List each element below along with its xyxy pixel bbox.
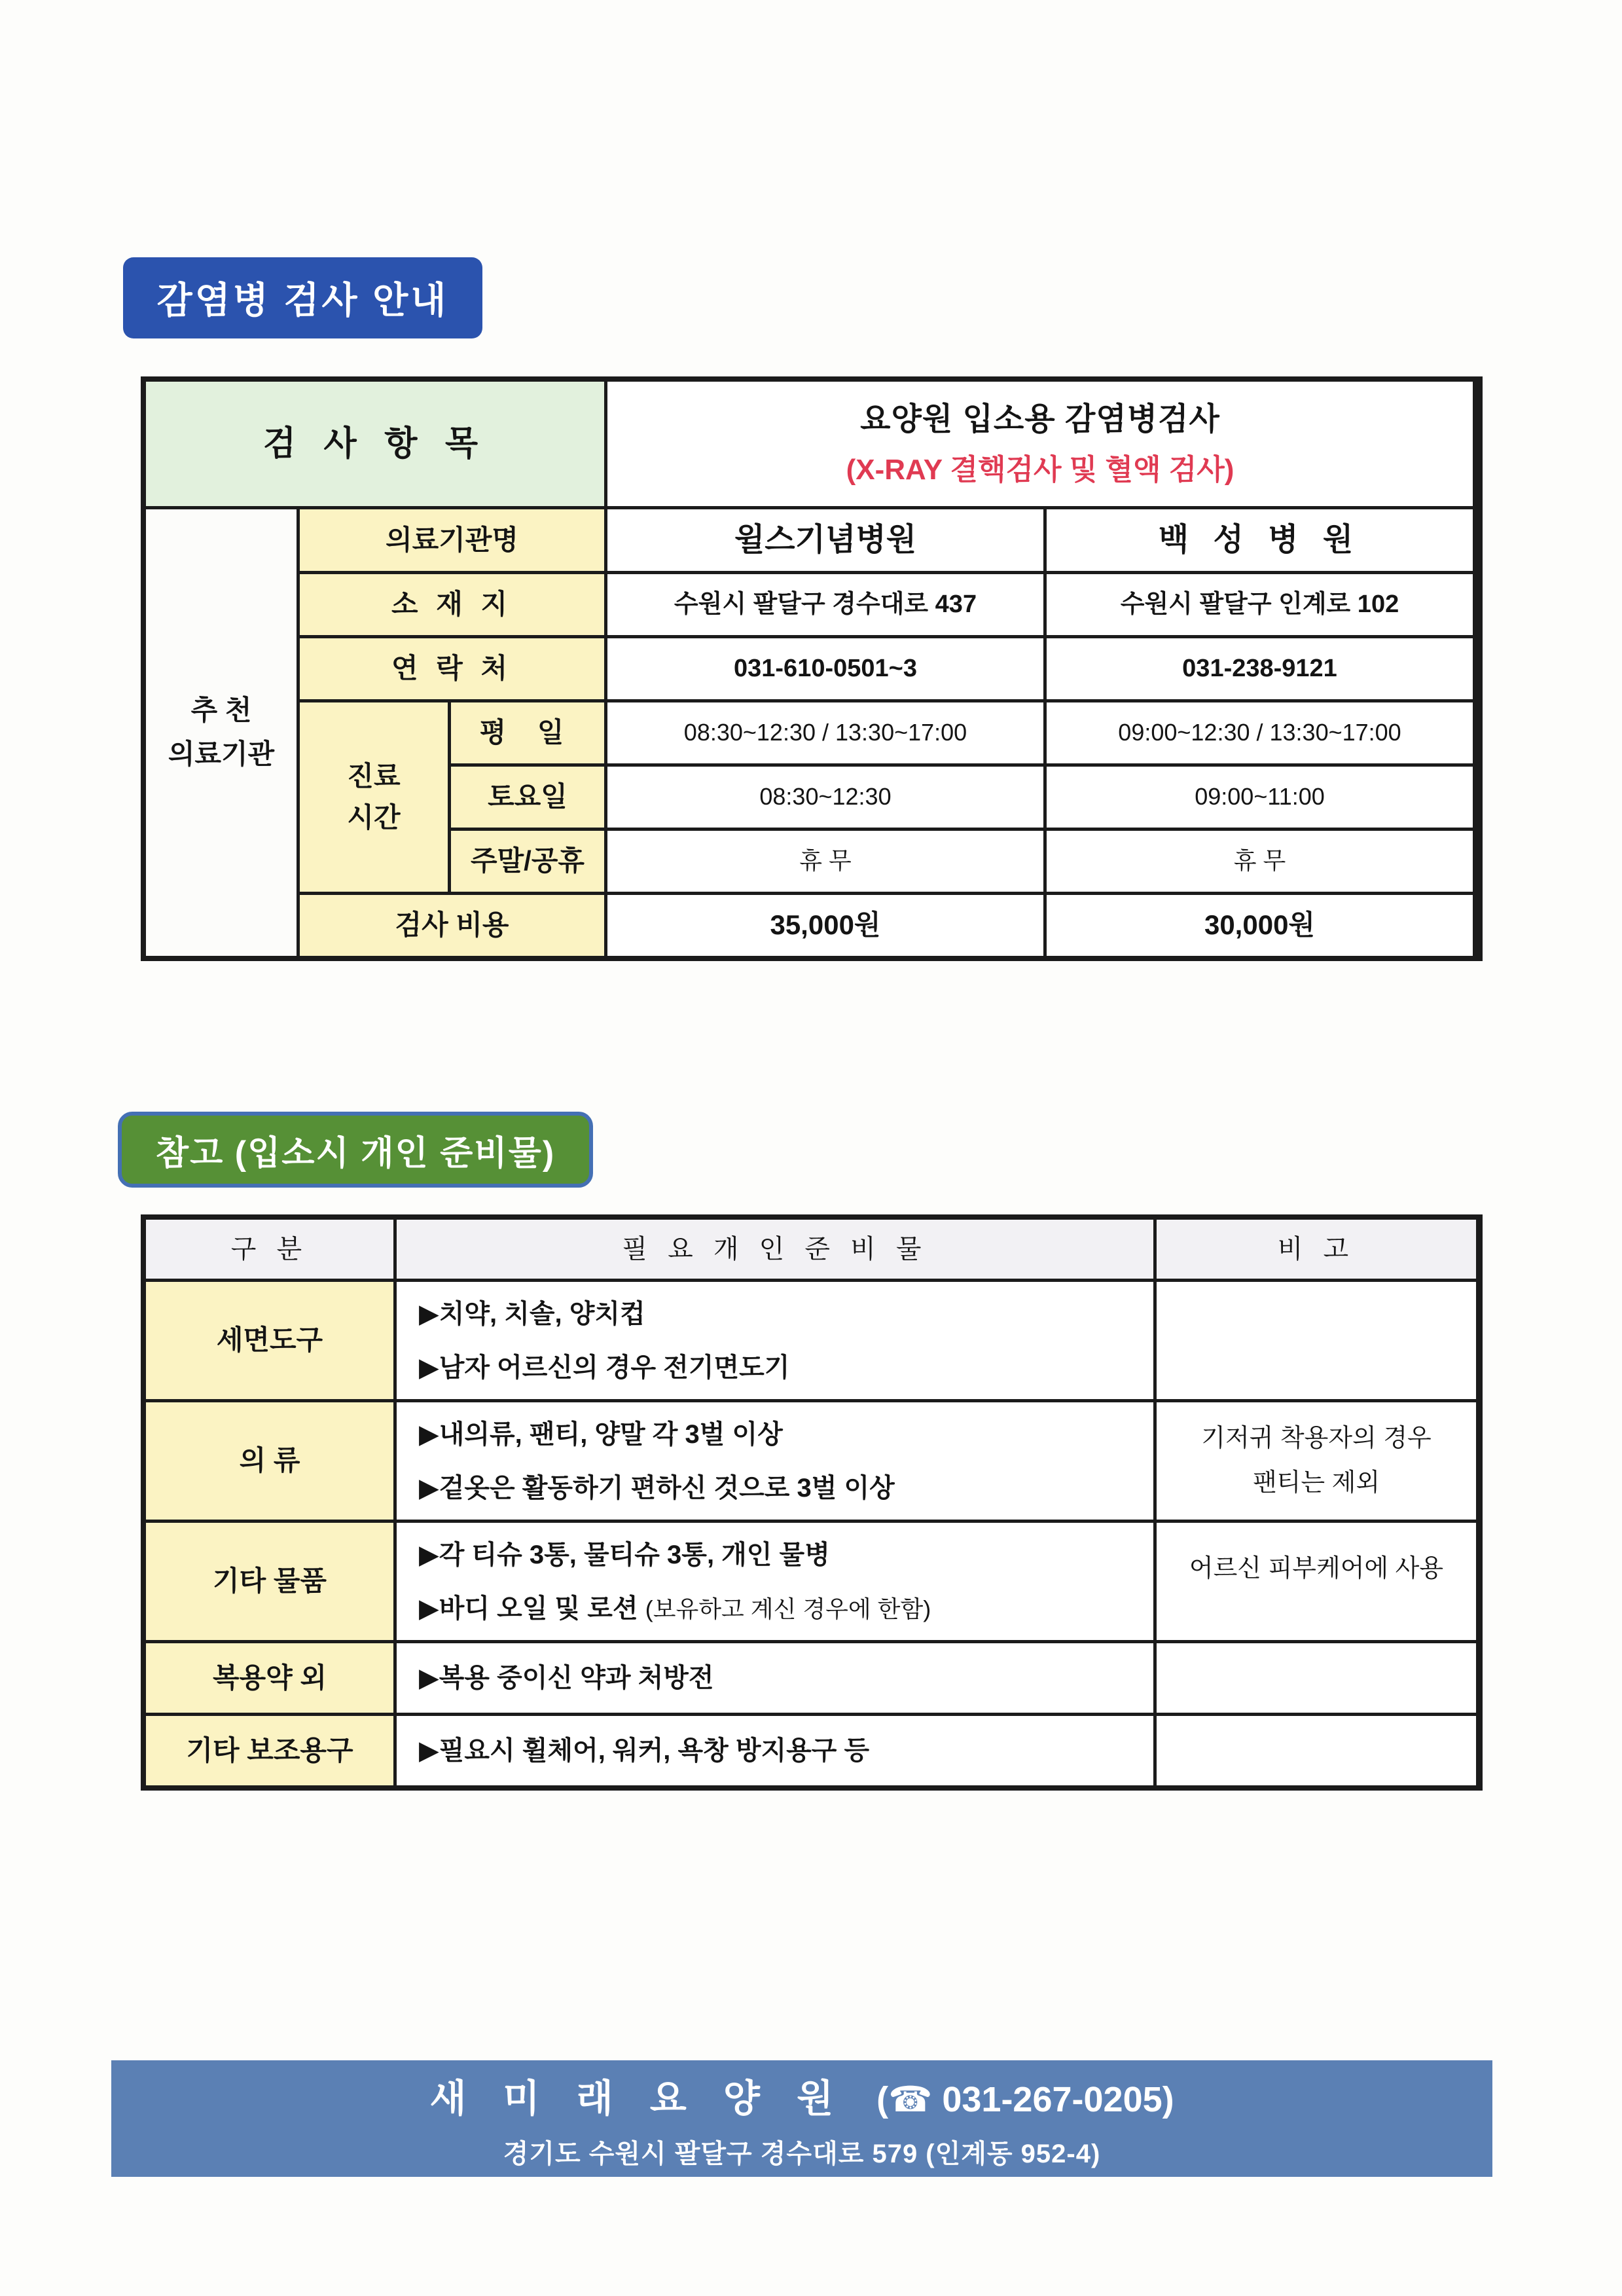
prep-item: ▶남자 어르신의 경우 전기면도기 (419, 1353, 790, 1382)
prep-item: ▶치약, 치솔, 양치컵 (419, 1299, 645, 1328)
fee-label: 검사 비용 (300, 895, 604, 956)
hospital1-saturday-hours: 08:30~12:30 (607, 767, 1043, 828)
prep-row-items (397, 1643, 1153, 1713)
hospital2-address: 수원시 팔달구 인계로 102 (1047, 574, 1473, 635)
prep-row-note (1157, 1643, 1476, 1713)
prep-row-items (397, 1716, 1153, 1785)
prep-header-note: 비 고 (1157, 1220, 1476, 1279)
prep-note-line: 팬티는 제외 (1252, 1468, 1380, 1497)
hospital2-weekday-hours: 09:00~12:30 / 13:30~17:00 (1047, 702, 1473, 763)
hospital2-phone: 031-238-9121 (1047, 638, 1473, 699)
recommended-institution-label (146, 509, 297, 956)
hospital1-weekday-hours: 08:30~12:30 / 13:30~17:00 (607, 702, 1043, 763)
prep-row-category: 세면도구 (146, 1282, 393, 1399)
prep-item: ▶겉옷은 활동하기 편하신 것으로 3벌 이상 (419, 1473, 895, 1503)
prep-row-items (397, 1402, 1153, 1520)
prep-item-main: ▶바디 오일 및 로션 (419, 1594, 645, 1623)
prep-item (419, 1590, 931, 1627)
hospital2-saturday-hours: 09:00~11:00 (1047, 767, 1473, 828)
prep-row-category: 복용약 외 (146, 1643, 393, 1713)
weekday-label: 평 일 (451, 702, 604, 763)
hours-label-line1: 진료 (347, 760, 401, 792)
facility-phone: (☎ 031-267-0205) (876, 2079, 1174, 2119)
prep-item: ▶복용 중이신 약과 처방전 (419, 1664, 714, 1692)
prep-row-category: 의 류 (146, 1402, 393, 1520)
exam-section-title: 감염병 검사 안내 (156, 280, 449, 321)
hours-label-line2: 시간 (347, 801, 401, 833)
prep-row-items (397, 1282, 1153, 1399)
facility-footer (111, 2060, 1492, 2177)
prep-row-note (1157, 1523, 1476, 1640)
prep-row-note (1157, 1282, 1476, 1399)
hospital2-holiday-hours: 휴 무 (1047, 831, 1473, 892)
exam-name: 요양원 입소용 감염병검사 (860, 401, 1220, 437)
facility-name: 새 미 래 요 양 원 (429, 2077, 847, 2120)
hospital2-fee: 30,000원 (1047, 895, 1473, 956)
prep-note-line: 어르신 피부케어에 사용 (1189, 1554, 1444, 1582)
hospital1-phone: 031-610-0501~3 (607, 638, 1043, 699)
exam-detail: (X-RAY 결핵검사 및 혈액 검사) (846, 453, 1235, 486)
side-label-line2: 의료기관 (168, 738, 275, 769)
holiday-label: 주말/공휴 (451, 831, 604, 892)
exam-table (141, 376, 1483, 961)
prep-header-category: 구 분 (146, 1220, 393, 1279)
saturday-label: 토요일 (451, 767, 604, 828)
hospital1-fee: 35,000원 (607, 895, 1043, 956)
hospital2-name: 백 성 병 원 (1047, 509, 1473, 571)
hospital1-name: 윌스기념병원 (607, 509, 1043, 571)
prep-section-badge (118, 1112, 593, 1188)
side-label-line1: 추 천 (190, 695, 252, 726)
facility-title-line (429, 2068, 1174, 2123)
prep-row-category: 기타 보조용구 (146, 1716, 393, 1785)
prep-item: ▶각 티슈 3통, 물티슈 3통, 개인 물병 (419, 1540, 830, 1569)
hospital1-address: 수원시 팔달구 경수대로 437 (607, 574, 1043, 635)
facility-address: 경기도 수원시 팔달구 경수대로 579 (인계동 952-4) (503, 2139, 1101, 2168)
hospital1-holiday-hours: 휴 무 (607, 831, 1043, 892)
exam-table-item-header: 검 사 항 목 (146, 382, 604, 506)
prep-section-title: 참고 (입소시 개인 준비물) (155, 1134, 556, 1173)
exam-table-exam-header (607, 382, 1473, 506)
prep-item-suffix: (보유하고 계신 경우에 한함) (645, 1595, 931, 1622)
prep-row-note (1157, 1716, 1476, 1785)
hours-label (300, 702, 448, 892)
hospital-name-label: 의료기관명 (300, 509, 604, 571)
address-label: 소 재 지 (300, 574, 604, 635)
phone-label: 연 락 처 (300, 638, 604, 699)
prep-table (141, 1214, 1483, 1791)
prep-header-items: 필 요 개 인 준 비 물 (397, 1220, 1153, 1279)
prep-note-line: 기저귀 착용자의 경우 (1201, 1425, 1432, 1453)
prep-item: ▶내의류, 팬티, 양말 각 3벌 이상 (419, 1419, 783, 1449)
prep-row-category: 기타 물품 (146, 1523, 393, 1640)
prep-row-items (397, 1523, 1153, 1640)
prep-row-note (1157, 1402, 1476, 1520)
exam-section-badge (123, 257, 482, 338)
prep-item: ▶필요시 휠체어, 워커, 욕창 방지용구 등 (419, 1736, 870, 1765)
